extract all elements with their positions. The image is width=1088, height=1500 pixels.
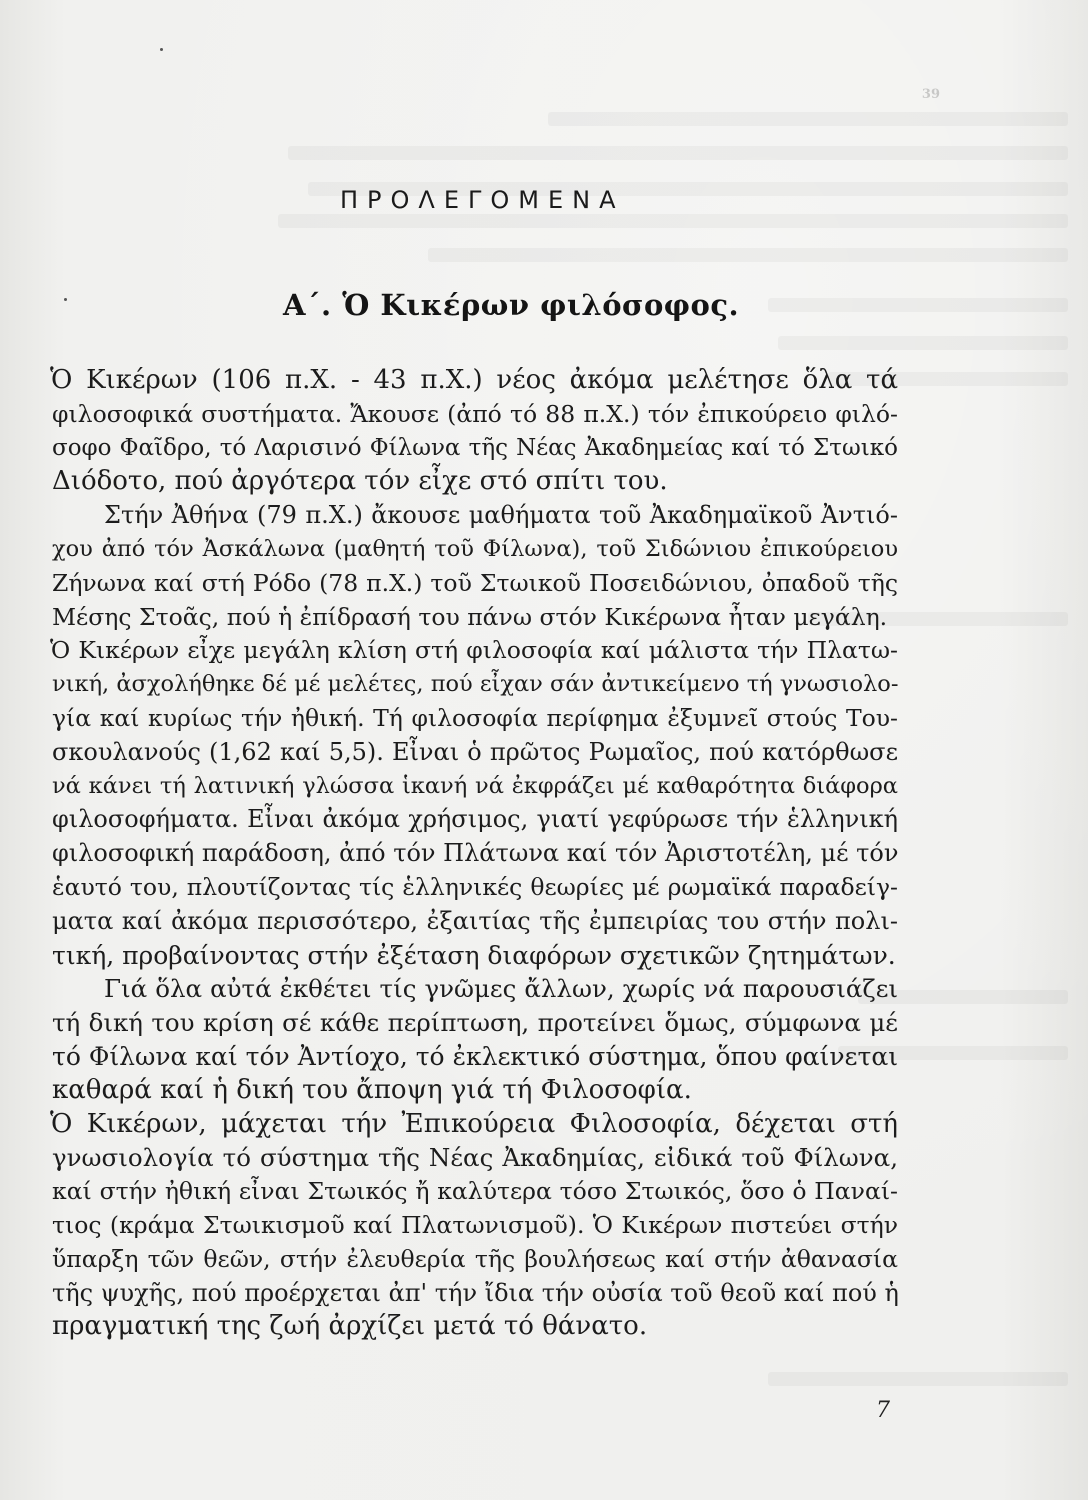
text-line: ματα καί ἀκόμα περισσότερο, ἐξαιτίας τῆς ἐμπειρίας του στήν πολι- [52,906,898,935]
text-line: καθαρά καί ἡ δική του ἄποψη γιά τή Φιλοσοφία. [52,1074,692,1105]
page-number: 7 [876,1398,890,1423]
dust-speck [160,48,163,51]
text-line: φιλοσοφική παράδοση, ἀπό τόν Πλάτωνα καί τόν Ἀριστοτέλη, μέ τόν [52,839,899,868]
paragraph [52,1108,898,1345]
paragraph [52,972,898,1107]
text-line: Διόδοτο, πού ἀργότερα τόν εἶχε στό σπίτι του. [52,466,668,497]
text-line: τή δική του κρίση σέ κάθε περίπτωση, προτείνει ὅμως, σύμφωνα μέ [52,1008,898,1038]
text-line: ὕπαρξη τῶν θεῶν, στήν ἐλευθερία τῆς βουλήσεως καί στήν ἀθανασία [52,1244,898,1273]
text-line: Ὁ Κικέρων εἶχε μεγάλη κλίση στή φιλοσοφία καί μάλιστα τήν Πλατω- [50,636,898,665]
section-heading: Α΄. Ὁ Κικέρων φιλόσοφος. [283,288,740,322]
text-line: νική, ἀσχολήθηκε δέ μέ μελέτες, πού εἶχαν σάν ἀντικείμενο τή γνωσιολο- [52,671,899,698]
text-line: καί στήν ἠθική εἶναι Στωικός ἤ καλύτερα τόσο Στωικός, ὅσο ὁ Παναί- [52,1177,898,1206]
text-line: σοφο Φαῖδρο, τό Λαρισινό Φίλωνα τῆς Νέας Ἀκαδημείας καί τό Στωικό [52,434,898,461]
body-text [52,364,898,1344]
faint-page-number: 39 [921,87,940,102]
text-line: φιλοσοφικά συστήματα. Ἄκουσε (ἀπό τό 88 π.Χ.) τόν ἐπικούρειο φιλό- [52,399,898,428]
dust-speck [64,298,67,301]
text-line: Μέσης Στοᾶς, πού ἡ ἐπίδρασή του πάνω στόν Κικέρωνα ἦταν μεγάλη. [52,602,888,631]
text-line: Ζήνωνα καί στή Ρόδο (78 π.Χ.) τοῦ Στωικοῦ Ποσειδώνιου, ὀπαδοῦ τῆς [52,568,898,597]
text-line: Ὁ Κικέρων (106 π.Χ. - 43 π.Χ.) νέος ἀκόμα μελέτησε ὅλα τά [50,365,898,395]
text-line: τῆς ψυχῆς, πού προέρχεται ἀπ' τήν ἴδια τήν οὐσία τοῦ θεοῦ καί πού ἡ [52,1278,899,1307]
text-line: Στήν Ἀθήνα (79 π.Χ.) ἄκουσε μαθήματα τοῦ Ἀκαδημαϊκοῦ Ἀντιό- [104,501,898,530]
text-line: Γιά ὅλα αὐτά ἐκθέτει τίς γνῶμες ἄλλων, χωρίς νά παρουσιάζει [104,974,898,1004]
text-line: πραγματική της ζωή ἀρχίζει μετά τό θάνατο. [52,1311,648,1342]
text-line: Ὁ Κικέρων, μάχεται τήν Ἐπικούρεια Φιλοσοφία, δέχεται στή [50,1108,898,1139]
paragraph [52,364,898,499]
text-line: χου ἀπό τόν Ἀσκάλωνα (μαθητή τοῦ Φίλωνα), τοῦ Σιδώνιου ἐπικούρειου [52,535,898,562]
page-title: ΠΡΟΛΕΓΟΜΕΝΑ [340,186,625,214]
text-line: γνωσιολογία τό σύστημα τῆς Νέας Ἀκαδημίας, εἰδικά τοῦ Φίλωνα, [52,1143,898,1173]
text-line: ἑαυτό του, πλουτίζοντας τίς ἑλληνικές θεωρίες μέ ρωμαϊκά παραδείγ- [52,872,898,901]
text-line: σκουλανούς (1,62 καί 5,5). Εἶναι ὁ πρῶτος Ρωμαῖος, πού κατόρθωσε [52,737,898,766]
text-line: τιος (κράμα Στωικισμοῦ καί Πλατωνισμοῦ). Ὁ Κικέρων πιστεύει στήν [52,1210,898,1239]
text-line: φιλοσοφήματα. Εἶναι ἀκόμα χρήσιμος, γιατί γεφύρωσε τήν ἑλληνική [52,805,898,834]
text-line: νά κάνει τή λατινική γλώσσα ἱκανή νά ἐκφράζει μέ καθαρότητα διάφορα [52,772,898,799]
text-line: τική, προβαίνοντας στήν ἐξέταση διαφόρων σχετικῶν ζητημάτων. [52,940,896,970]
paragraph [52,499,898,634]
text-line: τό Φίλωνα καί τόν Ἀντίοχο, τό ἐκλεκτικό σύστημα, ὅπου φαίνεται [52,1041,898,1071]
text-line: γία καί κυρίως τήν ἠθική. Τή φιλοσοφία περίφημα ἐξυμνεῖ στούς Του- [52,703,898,732]
paragraph [52,634,898,972]
